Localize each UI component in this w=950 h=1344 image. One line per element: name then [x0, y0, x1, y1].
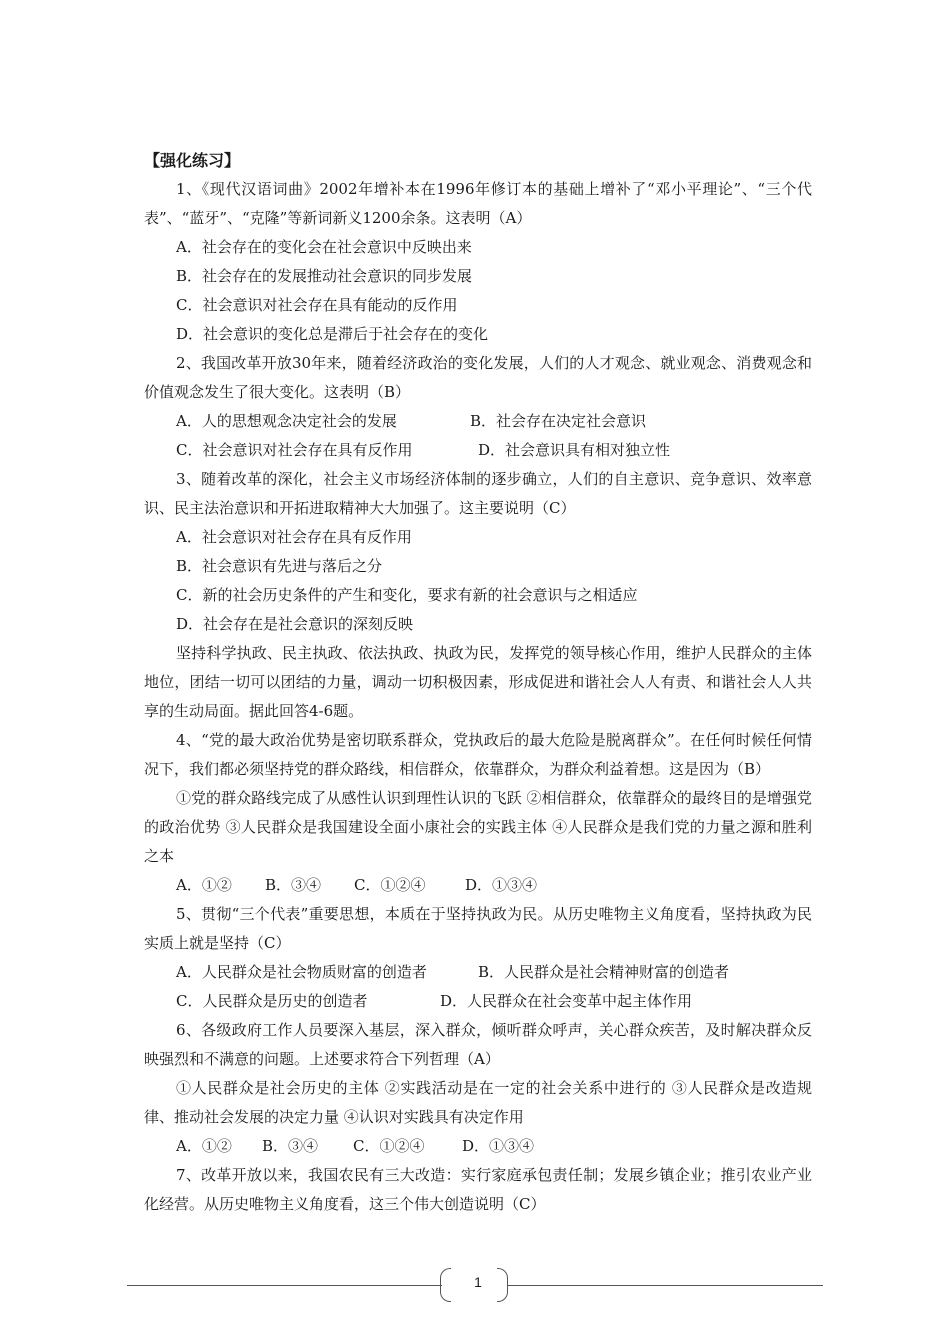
question-4-option-c: C．①②④ [354, 876, 426, 894]
question-4-option-d: D．①③④ [465, 876, 538, 894]
question-3-stem: 3、随着改革的深化，社会主义市场经济体制的逐步确立，人们的自主意识、竞争意识、效率意识、民主法治意识和开拓进取精神大大加强了。这主要说明（C） [144, 470, 812, 517]
question-4-option-b: B．③④ [265, 876, 322, 894]
question-5-options-row-1 [144, 958, 812, 987]
question-5-stem: 5、贯彻“三个代表”重要思想，本质在于坚持执政为民。从历史唯物主义角度看，坚持执政为民实质上就是坚持（C） [144, 905, 812, 952]
question-1-option-d: D．社会意识的变化总是滞后于社会存在的变化 [176, 325, 489, 343]
question-4-option-a: A．①② [176, 876, 232, 894]
material-paragraph: 坚持科学执政、民主执政、依法执政、执政为民，发挥党的领导核心作用，维护人民群众的主体地位，团结一切可以团结的力量，调动一切积极因素，形成促进和谐社会人人有责、和谐社会人人共享的生动局面。据此回答4-6题。 [144, 644, 812, 720]
question-6-option-a: A．①② [176, 1137, 232, 1155]
question-3-option-c: C．新的社会历史条件的产生和变化，要求有新的社会意识与之相适应 [176, 586, 638, 604]
section-heading: 【强化练习】 [144, 151, 241, 170]
question-1-option-c: C．社会意识对社会存在具有能动的反作用 [176, 296, 458, 314]
question-5-option-a: A．人民群众是社会物质财富的创造者 [176, 963, 427, 981]
question-5-options-row-2 [144, 987, 812, 1016]
question-2-option-c: C．社会意识对社会存在具有反作用 [176, 441, 413, 459]
footer-rule-right [507, 1285, 823, 1286]
question-6-option-c: C．①②④ [353, 1137, 425, 1155]
question-2-option-b: B．社会存在决定社会意识 [470, 412, 647, 430]
question-5-option-c: C．人民群众是历史的创造者 [176, 992, 368, 1010]
question-1-option-b: B．社会存在的发展推动社会意识的同步发展 [176, 267, 473, 285]
question-2-option-a: A．人的思想观念决定社会的发展 [176, 412, 397, 430]
page-number: 1 [474, 1274, 482, 1290]
question-3-option-b: B．社会意识有先进与落后之分 [176, 557, 383, 575]
question-2-options-row-1 [144, 407, 812, 436]
question-5-option-b: B．人民群众是社会精神财富的创造者 [478, 963, 730, 981]
question-7-stem: 7、改革开放以来，我国农民有三大改造：实行家庭承包责任制；发展乡镇企业；推引农业产业化经营。从历史唯物主义角度看，这三个伟大创造说明（C） [144, 1166, 812, 1213]
question-5-option-d: D．人民群众在社会变革中起主体作用 [440, 992, 693, 1010]
question-6-option-b: B．③④ [262, 1137, 319, 1155]
question-4-options [144, 871, 812, 900]
question-6-items: ①人民群众是社会历史的主体 ②实践活动是在一定的社会关系中进行的 ③人民群众是改造规律、推动社会发展的决定力量 ④认识对实践具有决定作用 [144, 1079, 812, 1126]
question-2-stem: 2、我国改革开放30年来，随着经济政治的变化发展，人们的人才观念、就业观念、消费观念和价值观念发生了很大变化。这表明（B） [144, 354, 812, 401]
question-2-option-d: D．社会意识具有相对独立性 [478, 441, 671, 459]
question-3-option-d: D．社会存在是社会意识的深刻反映 [176, 615, 414, 633]
page-footer [127, 1268, 823, 1302]
document-body [144, 146, 812, 1219]
question-1-stem: 1、《现代汉语词曲》2002年增补本在1996年修订本的基础上增补了“邓小平理论”、“三个代表”、“蓝牙”、“克隆”等新词新义1200余条。这表明（A） [144, 180, 812, 227]
question-6-options [144, 1132, 812, 1161]
question-1-option-a: A．社会存在的变化会在社会意识中反映出来 [176, 238, 472, 256]
question-3-option-a: A．社会意识对社会存在具有反作用 [176, 528, 412, 546]
question-6-option-d: D．①③④ [462, 1137, 535, 1155]
question-4-stem: 4、“党的最大政治优势是密切联系群众，党执政后的最大危险是脱离群众”。在任何时候任何情况下，我们都必须坚持党的群众路线，相信群众，依靠群众，为群众利益着想。这是因为（B） [144, 731, 812, 778]
question-2-options-row-2 [144, 436, 812, 465]
question-4-items: ①党的群众路线完成了从感性认识到理性认识的飞跃 ②相信群众，依靠群众的最终目的是增强党的政治优势 ③人民群众是我国建设全面小康社会的实践主体 ④人民群众是我们党的力量之源和胜利之本 [144, 789, 812, 865]
footer-rule-left [127, 1285, 442, 1286]
question-6-stem: 6、各级政府工作人员要深入基层，深入群众，倾听群众呼声，关心群众疾苦，及时解决群众反映强烈和不满意的问题。上述要求符合下列哲理（A） [144, 1021, 812, 1068]
